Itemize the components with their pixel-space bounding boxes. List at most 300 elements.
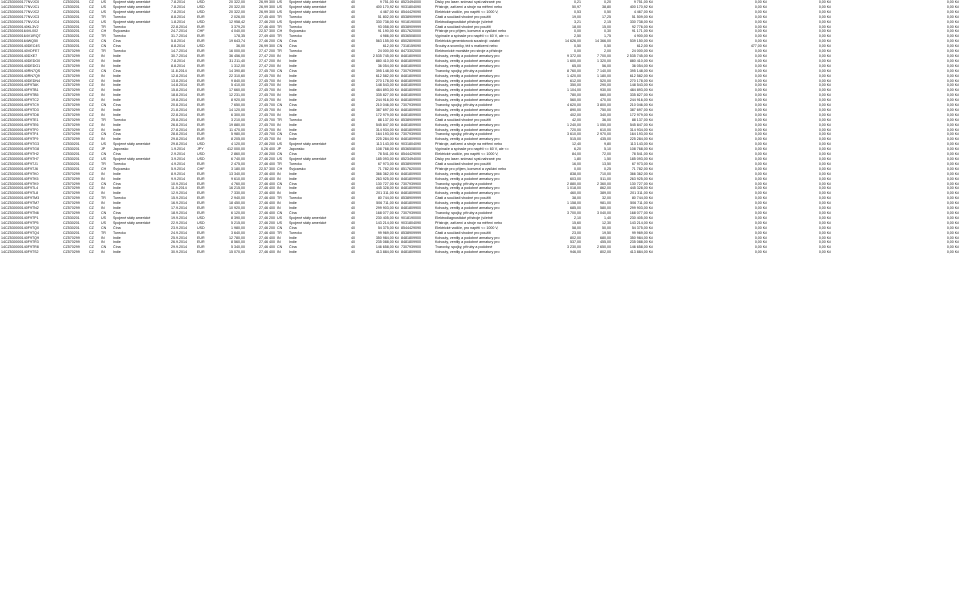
cell-invoice-value: 3 379,20 (231, 24, 245, 29)
cell-country-of-dispatch: Indie (113, 191, 121, 196)
cell-statistical-value: 24 000,00 Kč (377, 49, 399, 54)
cell-mrn: 14CZ530000164WQ50 (1, 39, 38, 44)
cell-customs-value: 78 541,00 Kč (631, 152, 653, 157)
cell-rate: 27,46 200 (259, 157, 275, 161)
cell-net-mass: 58,00 (572, 225, 581, 230)
cell-country-of-origin-name: Spojené státy americké (289, 157, 327, 161)
cell-currency: USD (197, 44, 205, 49)
cell-goods-description: Kohouty, ventily a podobné armatury pro (435, 127, 500, 132)
cell-date: 9.9.2014 (171, 176, 185, 181)
cell-tariff-code: 8517620000 (401, 29, 421, 34)
cell-net-mass: 23,00 (572, 230, 581, 235)
cell-supplementary-quantity: 7 700,00 (597, 53, 611, 58)
cell-country-code: CZ (89, 4, 94, 9)
cell-other: 0,00 Kč (946, 122, 959, 127)
cell-code: 40 (351, 201, 355, 206)
cell-supplementary-quantity: 610,00 (600, 127, 611, 132)
cell-goods-description: Šrouby a svorníky, též s maticemi nebo (435, 44, 498, 49)
cell-invoice-value: 178,35 (234, 34, 245, 39)
cell-goods-description: Kohouty, ventily a podobné armatury pro (435, 176, 500, 181)
cell-customs-value: 880 410,00 Kč (629, 58, 653, 63)
cell-supplementary-quantity: 511,00 (600, 176, 611, 181)
cell-goods-description: Části a součásti vhodné pro použití (435, 230, 491, 235)
cell-country-of-origin: CN (277, 68, 283, 73)
cell-net-mass: 0,50 (574, 44, 581, 49)
cell-goods-description: Kohouty, ventily a podobné armatury pro (435, 88, 500, 93)
cell-vat: 0,00 Kč (754, 29, 767, 34)
cell-mrn: 14CZ530000140F9TP5 (1, 220, 39, 225)
cell-customs-value: 299 903,00 Kč (629, 206, 653, 211)
cell-rate: 27,45 400 (259, 14, 275, 19)
cell-cu: CZ530201 (63, 220, 80, 225)
cell-statistical-value: 91 190,00 Kč (377, 29, 399, 34)
cell-tariff-code: 8481809900 (401, 98, 421, 103)
cell-cu: CZ530201 (63, 225, 80, 230)
cell-date: 22.8.2014 (171, 24, 187, 29)
cell-rate: 22,57 300 (259, 29, 275, 34)
cell-excise: 0,00 Kč (818, 191, 831, 196)
cell-country-of-origin-name: Indie (289, 206, 297, 211)
cell-country-of-origin-name: Čína (289, 181, 297, 186)
cell-mrn: 14CZ530000164VL002 (1, 29, 39, 34)
cell-currency: EUR (197, 88, 205, 93)
cell-cu: CZ570299 (63, 132, 80, 137)
cell-net-mass: 3 610,00 (567, 132, 581, 137)
cell-country-code: CZ (89, 235, 94, 240)
cell-country-of-dispatch: Turecko (113, 49, 126, 54)
cell-net-mass: 19,00 (572, 14, 581, 19)
cell-excise: 0,00 Kč (818, 181, 831, 186)
cell-origin: TR (101, 34, 106, 39)
cell-other: 0,00 Kč (946, 147, 959, 152)
cell-cu: CZ570299 (63, 117, 80, 122)
cell-vat: 0,00 Kč (754, 88, 767, 93)
cell-statistical-value: 445 328,00 Kč (375, 186, 399, 191)
cell-goods-description: Kohouty, ventily a podobné armatury pro (435, 171, 500, 176)
cell-net-mass: 537,00 (570, 240, 581, 245)
cell-invoice-value: 12 958,42 (229, 19, 245, 24)
cell-vat: 0,00 Kč (754, 181, 767, 186)
cell-supplementary-quantity: 862,00 (600, 186, 611, 191)
cell-customs-value: 506 711,00 Kč (630, 201, 653, 206)
cell-net-mass: 4 620,00 (567, 103, 581, 108)
cell-country-of-origin: IN (277, 98, 281, 103)
cell-excise: 0,00 Kč (818, 34, 831, 39)
cell-net-mass: 16,00 (572, 161, 581, 166)
cell-excise: 0,00 Kč (818, 220, 831, 225)
cell-code: 40 (351, 210, 355, 215)
cell-origin: IN (101, 186, 105, 191)
cell-date: 25.9.2014 (171, 235, 187, 240)
cell-other: 0,00 Kč (946, 34, 959, 39)
cell-tariff-code: 8481809900 (401, 206, 421, 211)
cell-mrn: 14CZ530000140F9TD3 (1, 107, 39, 112)
cell-supplementary-quantity: 2,15 (604, 19, 611, 24)
cell-country-of-origin-name: Čína (289, 210, 297, 215)
cell-origin: IN (101, 88, 105, 93)
cell-date: 15.9.2014 (171, 196, 187, 201)
cell-date: 11.8.2014 (171, 68, 187, 73)
cell-country-of-origin-name: Švýcarsko (289, 29, 306, 34)
cell-rate: 27,46 200 (259, 19, 275, 24)
cell-excise: 0,00 Kč (818, 210, 831, 215)
cell-net-mass: 42,00 (572, 117, 581, 122)
cell-customs-value: 113 143,00 Kč (630, 142, 653, 147)
cell-tariff-code: 8538909999 (401, 196, 421, 201)
cell-net-mass: 0,00 (574, 166, 581, 171)
cell-goods-description: Tvarovky, spojky, příruby a podobné (435, 210, 493, 215)
cell-cu: CZ570299 (63, 68, 80, 73)
cell-tariff-code: 8481809900 (401, 88, 421, 93)
cell-mrn: 14CZ530000140F9TR8 (1, 245, 39, 250)
cell-origin: US (101, 142, 106, 147)
cell-goods-description: Kohouty, ventily a podobné armatury pro (435, 235, 500, 240)
cell-mrn: 14CZ530000140RN7QS (1, 68, 41, 73)
cell-statistical-value: 366 362,00 Kč (375, 171, 399, 176)
cell-currency: EUR (197, 122, 205, 127)
cell-vat: 0,00 Kč (754, 210, 767, 215)
cell-country-of-origin-name: Turecko (289, 161, 302, 166)
cell-date: 30.7.2014 (171, 53, 187, 58)
cell-statistical-value: 67 973,00 Kč (377, 161, 399, 166)
cell-date: 1.8.2014 (171, 19, 185, 24)
cell-vat: 0,00 Kč (754, 19, 767, 24)
cell-country-of-origin: IN (277, 53, 281, 58)
cell-rate: 27,45 700 (259, 103, 275, 108)
cell-net-mass: 1 158,00 (567, 201, 581, 206)
cell-rate: 27,46 200 (259, 220, 275, 225)
cell-country-of-origin: CN (277, 39, 283, 44)
cell-currency: EUR (197, 24, 205, 29)
cell-customs-value: 172 979,00 Kč (629, 112, 653, 117)
cell-supplementary-quantity: 5,10 (604, 147, 611, 152)
cell-net-mass: 6,20 (574, 147, 581, 152)
cell-country-of-origin: US (277, 4, 282, 9)
cell-goods-description: Kohouty, ventily a podobné armatury pro (435, 93, 500, 98)
cell-origin: US (101, 157, 106, 161)
cell-mrn: 14CZ530000140F9TG3 (1, 142, 39, 147)
cell-invoice-value: 8 920,00 (231, 98, 245, 103)
cell-country-of-origin: IN (277, 112, 281, 117)
cell-statistical-value: 270 178,00 Kč (375, 78, 399, 83)
cell-rate: 27,45 700 (259, 73, 275, 78)
cell-invoice-value: 4 760,00 (231, 181, 245, 186)
declarations-table (0, 0, 960, 255)
cell-invoice-value: 412 000,00 (227, 147, 245, 152)
cell-currency: EUR (197, 206, 205, 211)
cell-excise: 0,00 Kč (818, 93, 831, 98)
cell-country-of-origin-name: Čína (289, 132, 297, 137)
cell-vat: 0,00 Kč (754, 157, 767, 161)
cell-goods-description: Disky pro laser. snímací syst.nahrané pro (435, 157, 501, 161)
cell-statistical-value: 400 170,92 Kč (375, 4, 399, 9)
cell-cu: CZ570299 (63, 63, 80, 68)
cell-vat: 0,00 Kč (754, 132, 767, 137)
cell-date: 28.8.2014 (171, 132, 187, 137)
cell-other: 0,00 Kč (946, 215, 959, 220)
cell-country-of-dispatch: Spojené státy americké (113, 157, 151, 161)
cell-net-mass: 0,00 (574, 49, 581, 54)
cell-net-mass: 946,00 (570, 250, 581, 255)
cell-origin: TR (101, 14, 106, 19)
cell-net-mass: 1 600,00 (567, 58, 581, 63)
cell-mrn: 14CZ530000140DEDN4 (1, 78, 40, 83)
cell-country-of-dispatch: Čína (113, 152, 121, 157)
cell-date: 20.8.2014 (171, 103, 187, 108)
cell-statistical-value: 4 986,00 Kč (379, 34, 399, 39)
cell-code: 40 (351, 181, 355, 186)
cell-currency: EUR (197, 49, 205, 54)
cell-customs-value: 88 137,00 Kč (631, 117, 653, 122)
cell-customs-value: 146 658,00 Kč (629, 245, 653, 250)
cell-vat: 0,00 Kč (754, 186, 767, 191)
cell-country-code: CZ (89, 107, 94, 112)
cell-cu: CZ570299 (63, 196, 80, 201)
cell-rate: 27,45 700 (259, 83, 275, 88)
cell-supplementary-quantity: 0,50 (604, 44, 611, 49)
cell-country-of-origin-name: Indie (289, 171, 297, 176)
cell-currency: EUR (197, 210, 205, 215)
cell-customs-value: 612 582,00 Kč (629, 73, 653, 78)
cell-origin: US (101, 4, 106, 9)
cell-vat: 0,00 Kč (754, 63, 767, 68)
cell-customs-value: 4 467,00 Kč (633, 9, 653, 14)
cell-cu: CZ570299 (63, 112, 80, 117)
cell-code: 40 (351, 117, 355, 122)
cell-excise: 0,00 Kč (818, 58, 831, 63)
cell-vat: 0,00 Kč (754, 98, 767, 103)
cell-customs-value: 67 973,00 Kč (631, 161, 653, 166)
cell-origin: IN (101, 58, 105, 63)
cell-currency: EUR (197, 68, 205, 73)
cell-net-mass: 0,53 (574, 9, 581, 14)
cell-currency: CHF (197, 166, 205, 171)
cell-customs-value: 612,00 Kč (636, 44, 653, 49)
cell-goods-description: Elektrické vodiče, pro napětí <= 1000 V, (435, 152, 499, 157)
cell-customs-value: 330 738,00 Kč (629, 19, 653, 24)
cell-mrn: 14CZ530000140F9TD8 (1, 112, 39, 117)
cell-goods-description: Kohouty, ventily a podobné armatury pro (435, 73, 500, 78)
cell-customs-value: 143 214,00 Kč (629, 220, 653, 225)
cell-tariff-code: 7318159090 (401, 44, 421, 49)
cell-mrn: 14CZ530000140F9TN6 (1, 210, 39, 215)
cell-rate: 27,46 400 (259, 24, 275, 29)
cell-tariff-code: 9018190000 (401, 19, 421, 24)
cell-net-mass: 15,60 (572, 220, 581, 225)
cell-country-of-origin-name: Turecko (289, 34, 302, 39)
cell-statistical-value: 612 582,00 Kč (375, 73, 399, 78)
cell-tariff-code: 8538909999 (401, 230, 421, 235)
cell-mrn: 14CZ530000140F9TR3 (1, 240, 39, 245)
cell-goods-description: Elektronické montáže pro stroje a přístroje (435, 49, 503, 54)
cell-country-of-origin: IN (277, 206, 281, 211)
cell-vat: 0,00 Kč (754, 73, 767, 78)
cell-country-code: CZ (89, 112, 94, 117)
cell-country-of-origin: TR (277, 49, 282, 54)
cell-rate: 27,46 400 (259, 181, 275, 186)
cell-country-of-origin: IN (277, 137, 281, 142)
cell-supplementary-quantity: 520,00 (600, 78, 611, 83)
cell-rate: 27,46 400 (259, 235, 275, 240)
cell-customs-value: 92 776,00 Kč (631, 24, 653, 29)
cell-cu: CZ530201 (63, 215, 80, 220)
cell-mrn: 14CZ530000140F9TC2 (1, 98, 39, 103)
cell-invoice-value: 6 120,00 (231, 210, 245, 215)
cell-supplementary-quantity: 1 320,00 (597, 58, 611, 63)
cell-invoice-value: 10 920,00 (229, 206, 245, 211)
cell-vat: 0,00 Kč (754, 127, 767, 132)
cell-statistical-value: 201 311,00 Kč (376, 191, 399, 196)
cell-country-of-dispatch: Spojené státy americké (113, 0, 151, 4)
cell-date: 16.9.2014 (171, 201, 187, 206)
cell-code: 40 (351, 93, 355, 98)
cell-cu: CZ570299 (63, 171, 80, 176)
cell-excise: 0,00 Kč (818, 245, 831, 250)
cell-statistical-value: 130 727,00 Kč (375, 181, 399, 186)
cell-cu: CZ570299 (63, 73, 80, 78)
cell-rate: 27,46 400 (259, 196, 275, 201)
cell-code: 40 (351, 215, 355, 220)
cell-supplementary-quantity: 389,00 (600, 191, 611, 196)
cell-mrn: 14CZ530000177NVJC2 (1, 9, 40, 14)
cell-invoice-value: 2 940,00 (231, 196, 245, 201)
cell-country-code: CZ (89, 142, 94, 147)
cell-goods-description: Kohouty, ventily a podobné armatury pro (435, 58, 500, 63)
cell-vat: 0,00 Kč (754, 9, 767, 14)
cell-date: 30.9.2014 (171, 250, 187, 255)
cell-invoice-value: 17 660,00 (229, 88, 245, 93)
cell-net-mass: 350,00 (570, 83, 581, 88)
cell-other: 0,00 Kč (946, 201, 959, 206)
cell-country-of-dispatch: Čína (113, 225, 121, 230)
cell-goods-description: Kohouty, ventily a podobné armatury pro (435, 250, 500, 255)
table-body (0, 0, 960, 255)
cell-code: 40 (351, 0, 355, 4)
cell-net-mass: 603,00 (570, 176, 581, 181)
cell-excise: 0,00 Kč (818, 166, 831, 171)
cell-supplementary-quantity: 50,00 (602, 225, 611, 230)
cell-country-of-origin: US (277, 19, 282, 24)
cell-country-of-origin-name: Indie (289, 186, 297, 191)
cell-other: 0,00 Kč (946, 103, 959, 108)
cell-country-code: CZ (89, 117, 94, 122)
cell-cu: CZ570299 (63, 78, 80, 83)
cell-invoice-value: 8 390,00 (231, 215, 245, 220)
cell-net-mass: 560,00 (570, 98, 581, 103)
cell-origin: IN (101, 127, 105, 132)
cell-statistical-value: 263 925,00 Kč (375, 176, 399, 181)
cell-country-of-dispatch: Indie (113, 78, 121, 83)
cell-country-of-origin-name: Indie (289, 240, 297, 245)
cell-invoice-value: 8 560,00 (231, 240, 245, 245)
cell-country-of-origin-name: Turecko (289, 230, 302, 235)
cell-cu: CZ570299 (63, 240, 80, 245)
cell-other: 0,00 Kč (946, 112, 959, 117)
cell-other: 0,00 Kč (946, 132, 959, 137)
cell-invoice-value: 7 650,00 (231, 103, 245, 108)
cell-country-of-origin: IN (277, 240, 281, 245)
cell-goods-description: Části a součásti vhodné pro použití (435, 24, 491, 29)
cell-vat: 0,00 Kč (754, 206, 767, 211)
cell-origin: IN (101, 53, 105, 58)
cell-origin: IN (101, 112, 105, 117)
cell-mrn: 14CZ530000140F9TF9 (1, 137, 39, 142)
cell-excise: 0,00 Kč (818, 157, 831, 161)
cell-excise: 0,00 Kč (818, 176, 831, 181)
cell-tariff-code: 8538909999 (401, 117, 421, 122)
cell-statistical-value: 51 802,00 Kč (377, 14, 399, 19)
cell-supplementary-quantity: 290,00 (600, 83, 611, 88)
cell-country-of-origin: IN (277, 250, 281, 255)
cell-country-code: CZ (89, 14, 94, 19)
cell-excise: 0,00 Kč (818, 88, 831, 93)
cell-rate: 27,46 200 (259, 225, 275, 230)
cell-code: 40 (351, 152, 355, 157)
cell-invoice-value: 13 340,00 (229, 171, 245, 176)
cell-other: 0,00 Kč (946, 58, 959, 63)
cell-rate: 27,47 200 (259, 53, 275, 58)
cell-currency: EUR (197, 196, 205, 201)
cell-supplementary-quantity: 1 050,00 (597, 122, 611, 127)
cell-excise: 0,00 Kč (818, 4, 831, 9)
cell-goods-description: Elektrodiagnostické přístroje (včetně (435, 19, 493, 24)
cell-goods-description: Kohouty, ventily a podobné armatury pro (435, 240, 500, 245)
cell-currency: USD (197, 4, 205, 9)
cell-net-mass: 515,00 (570, 137, 581, 142)
cell-excise: 0,00 Kč (818, 250, 831, 255)
cell-vat: 0,00 Kč (754, 112, 767, 117)
cell-code: 40 (351, 235, 355, 240)
cell-supplementary-quantity: 15,00 (602, 24, 611, 29)
cell-goods-description: Části a součásti vhodné pro použití (435, 196, 491, 201)
cell-statistical-value: 330 738,00 Kč (375, 19, 399, 24)
cell-country-code: CZ (89, 68, 94, 73)
cell-other: 0,00 Kč (946, 250, 959, 255)
cell-supplementary-quantity: 13,50 (602, 161, 611, 166)
cell-country-of-origin-name: Spojené státy americké (289, 215, 327, 220)
cell-tariff-code: 8481809900 (401, 73, 421, 78)
cell-vat: 0,00 Kč (754, 215, 767, 220)
cell-mrn: 14CZ530000140F9TF0 (1, 127, 39, 132)
cell-supplementary-quantity: 1 180,00 (597, 73, 611, 78)
cell-excise: 0,00 Kč (818, 137, 831, 142)
cell-country-of-origin: CH (277, 166, 283, 171)
cell-country-code: CZ (89, 230, 94, 235)
cell-code: 40 (351, 44, 355, 49)
cell-country-of-origin: TR (277, 230, 282, 235)
cell-other: 0,00 Kč (946, 166, 959, 171)
cell-country-of-dispatch: Čína (113, 181, 121, 186)
cell-country-of-origin: IN (277, 107, 281, 112)
cell-supplementary-quantity: 3 800,00 (597, 103, 611, 108)
cell-tariff-code: 8481809900 (401, 235, 421, 240)
cell-mrn: 14CZ530000140F9TE6 (1, 122, 39, 127)
cell-vat: 0,00 Kč (754, 201, 767, 206)
cell-tariff-code: 8544429090 (401, 152, 421, 157)
cell-country-of-origin: IN (277, 122, 281, 127)
cell-customs-value: 71 782,00 Kč (631, 166, 653, 171)
cell-net-mass: 2,50 (574, 34, 581, 39)
cell-country-code: CZ (89, 166, 94, 171)
cell-tariff-code: 8481809900 (401, 171, 421, 176)
cell-origin: CN (101, 44, 107, 49)
cell-rate: 27,46 400 (259, 161, 275, 166)
cell-net-mass: 3,21 (574, 19, 581, 24)
cell-invoice-value: 16 215,00 (229, 186, 245, 191)
cell-net-mass: 0,21 (574, 0, 581, 4)
cell-customs-value: 80 744,00 Kč (631, 196, 653, 201)
cell-supplementary-quantity: 56,00 (602, 63, 611, 68)
